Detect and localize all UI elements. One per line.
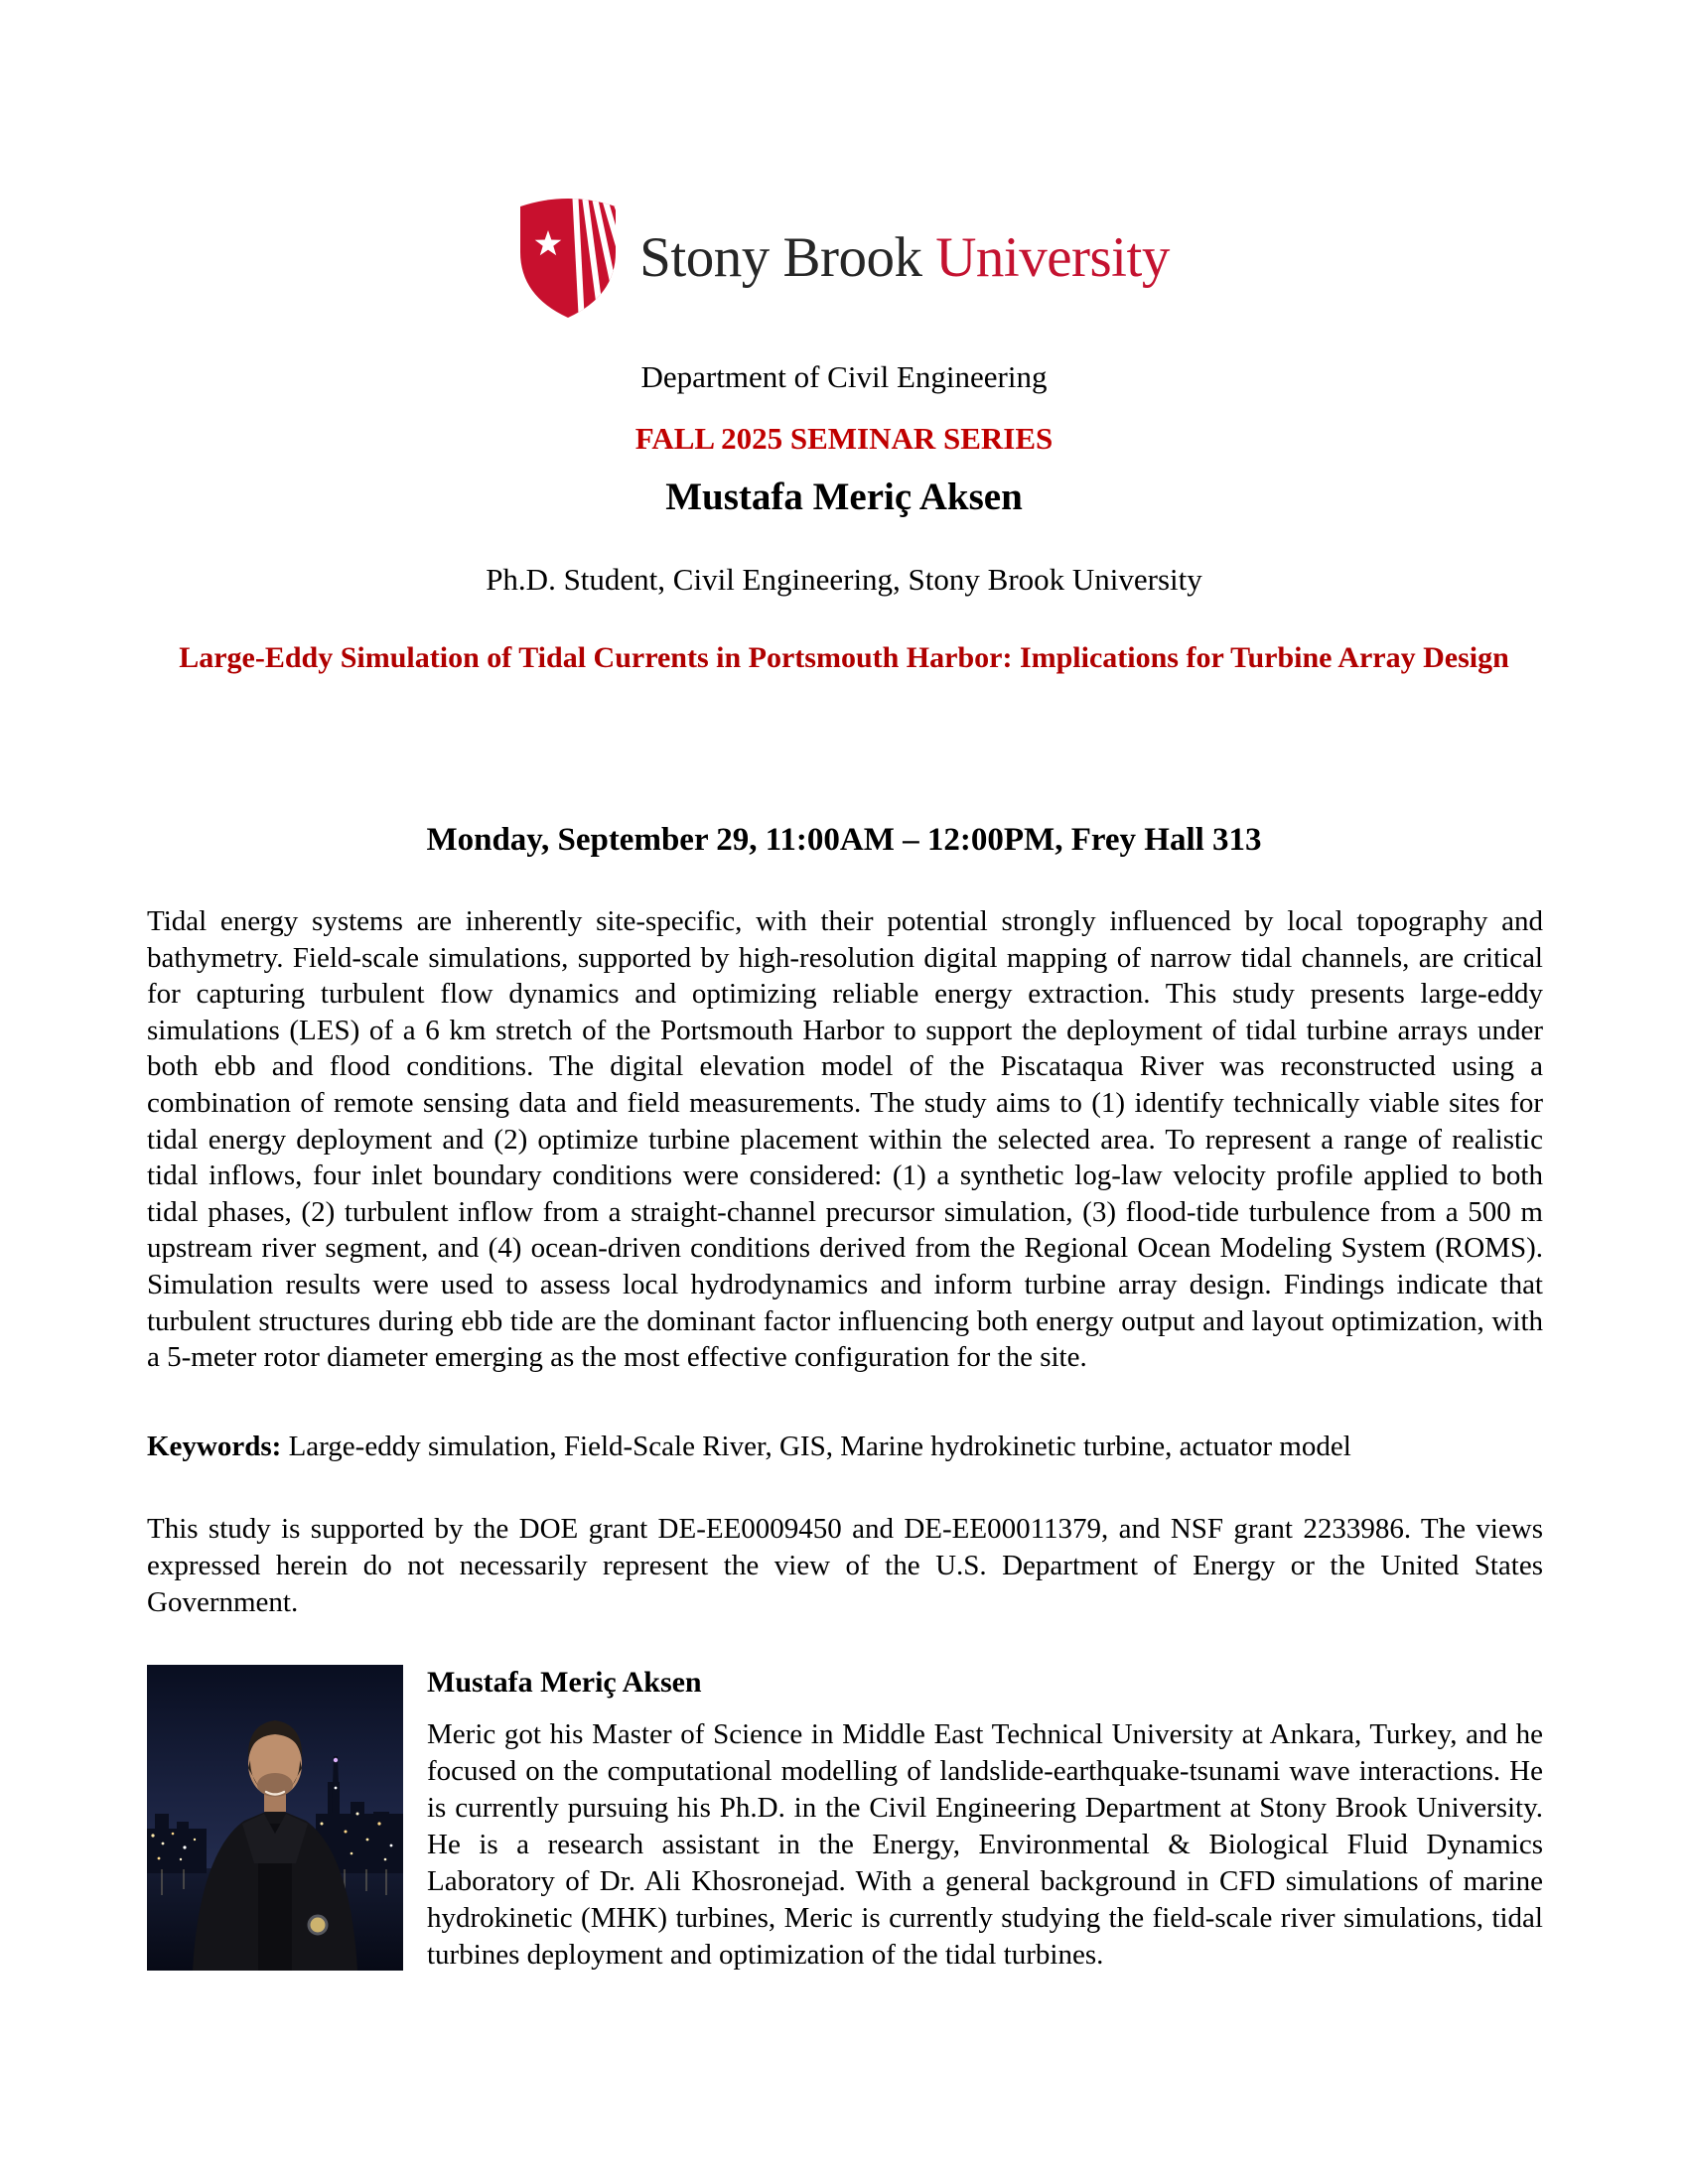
department-line: Department of Civil Engineering [640,359,1048,394]
wordmark-university: University [935,225,1170,289]
funding-acknowledgment: This study is supported by the DOE grant DE-EE0009450 and DE-EE00011379, and NSF grant 2233986. The views expressed herein do not necessarily represent the view of the U.S. Department of Energy or the United States Government. [147,1513,1543,1618]
talk-title-text: Large-Eddy Simulation of Tidal Currents in Portsmouth Harbor: Implications for Turbine Array Design [179,641,1509,674]
keywords-text: Large-eddy simulation, Field-Scale River, GIS, Marine hydrokinetic turbine, actuator model [288,1431,1351,1462]
university-wordmark [639,225,1170,290]
talk-title [0,637,1688,679]
wordmark-stony-brook: Stony Brook [639,225,922,289]
bio-text: Meric got his Master of Science in Middle East Technical University at Ankara, Turkey, and he focused on the computational modelling of landslide-earthquake-tsunami wave interactions. He is currently pursuing his Ph.D. in the Civil Engineering Department at Stony Brook University. He is a research assistant in the Energy, Environmental & Biological Fluid Dynamics Laboratory of Dr. Ali Khosronejad. With a general background in CFD simulations of marine hydrokinetic (MHK) turbines, Meric is currently studying the field-scale river simulations, tidal turbines deployment and optimization of the tidal turbines. [427,1718,1543,1971]
keywords-label: Keywords: [147,1431,282,1462]
event-datetime-location: Monday, September 29, 11:00AM – 12:00PM, Frey Hall 313 [426,822,1262,858]
speaker-photo [147,1665,403,1971]
speaker-photo-image [147,1665,403,1971]
university-logo [0,195,1688,320]
bio-name-heading: Mustafa Meriç Aksen [427,1666,702,1699]
abstract-text: Tidal energy systems are inherently site-specific, with their potential strongly influenced by local topography and bathymetry. Field-scale simulations, supported by high-resolution digital mapping of narrow tidal channels, are critical for capturing turbulent flow dynamics and optimizing reliable energy extraction. This study presents large-eddy simulations (LES) of a 6 km stretch of the Portsmouth Harbor to support the deployment of tidal turbine arrays under both ebb and flood conditions. The digital elevation model of the Piscataqua River was reconstructed using a combination of remote sensing data and field measurements. The study aims to (1) identify technically viable sites for tidal energy deployment and (2) optimize turbine placement within the selected area. To represent a range of realistic tidal inflows, four inlet boundary conditions were considered: (1) a synthetic log-law velocity profile applied to both tidal phases, (2) turbulent inflow from a straight-channel precursor simulation, (3) flood-tide turbulence from a 500 m upstream river segment, and (4) ocean-driven conditions derived from the Regional Ocean Modeling System (ROMS). Simulation results were used to assess local hydrodynamics and inform turbine array design. Findings indicate that turbulent structures during ebb tide are the dominant factor influencing both energy output and layout optimization, with a 5-meter rotor diameter emerging as the most effective configuration for the site. [147,905,1543,1374]
seminar-series-heading: FALL 2025 SEMINAR SERIES [634,421,1054,456]
speaker-name-heading: Mustafa Meriç Aksen [665,476,1023,518]
stony-brook-shield-icon [518,195,618,320]
speaker-affiliation: Ph.D. Student, Civil Engineering, Stony Brook University [486,562,1202,597]
keywords-line [147,1431,1543,1463]
